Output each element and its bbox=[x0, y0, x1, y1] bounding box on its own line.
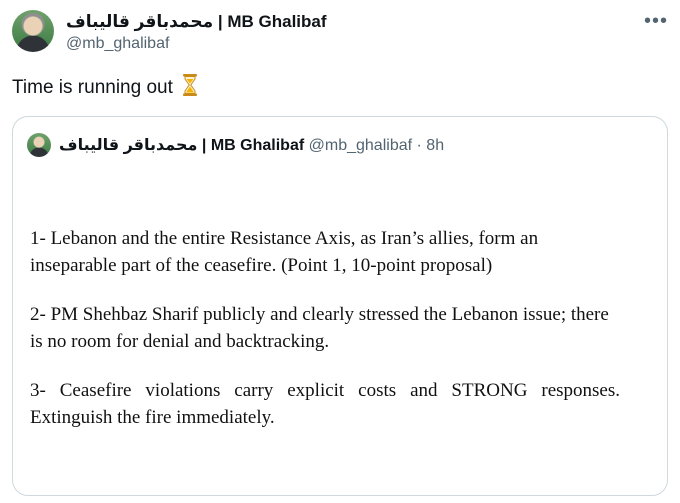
meta-dot: · bbox=[416, 137, 422, 154]
hourglass-icon bbox=[182, 74, 198, 102]
author-name[interactable] bbox=[66, 12, 327, 32]
author-name-fa[interactable]: محمدباقر قالیباف bbox=[66, 12, 214, 31]
quoted-author-line bbox=[59, 135, 444, 155]
author-handle[interactable]: @mb_ghalibaf bbox=[66, 35, 170, 52]
quoted-name-separator: | bbox=[201, 137, 207, 154]
quoted-author-name-en[interactable]: MB Ghalibaf bbox=[210, 137, 305, 154]
quoted-image-text bbox=[30, 225, 620, 453]
name-separator: | bbox=[217, 12, 223, 31]
point-3: 3- Ceasefire violations carry explicit costs and STRONG responses. Extinguish the fire immediately. bbox=[30, 380, 620, 428]
tweet-text-content: Time is running out bbox=[12, 77, 173, 98]
quoted-timestamp[interactable]: 8h bbox=[426, 137, 445, 154]
tweet-text bbox=[12, 74, 198, 102]
author-name-en[interactable]: MB Ghalibaf bbox=[227, 12, 327, 31]
point-2: 2- PM Shehbaz Sharif publicly and clearly stressed the Lebanon issue; there is no room for denial and backtracking. bbox=[30, 304, 609, 352]
quoted-tweet[interactable] bbox=[12, 116, 668, 496]
more-horizontal-icon[interactable]: ••• bbox=[643, 10, 668, 32]
quoted-author-name-fa[interactable]: محمدباقر قالیباف bbox=[59, 137, 198, 154]
quoted-author-handle[interactable]: @mb_ghalibaf bbox=[308, 137, 413, 154]
tweet-header bbox=[12, 10, 668, 60]
point-1: 1- Lebanon and the entire Resistance Axis, as Iran’s allies, form an inseparable part of the ceasefire. (Point 1, 10-point proposal) bbox=[30, 228, 539, 276]
quoted-avatar[interactable] bbox=[27, 133, 51, 157]
avatar[interactable] bbox=[12, 10, 54, 52]
